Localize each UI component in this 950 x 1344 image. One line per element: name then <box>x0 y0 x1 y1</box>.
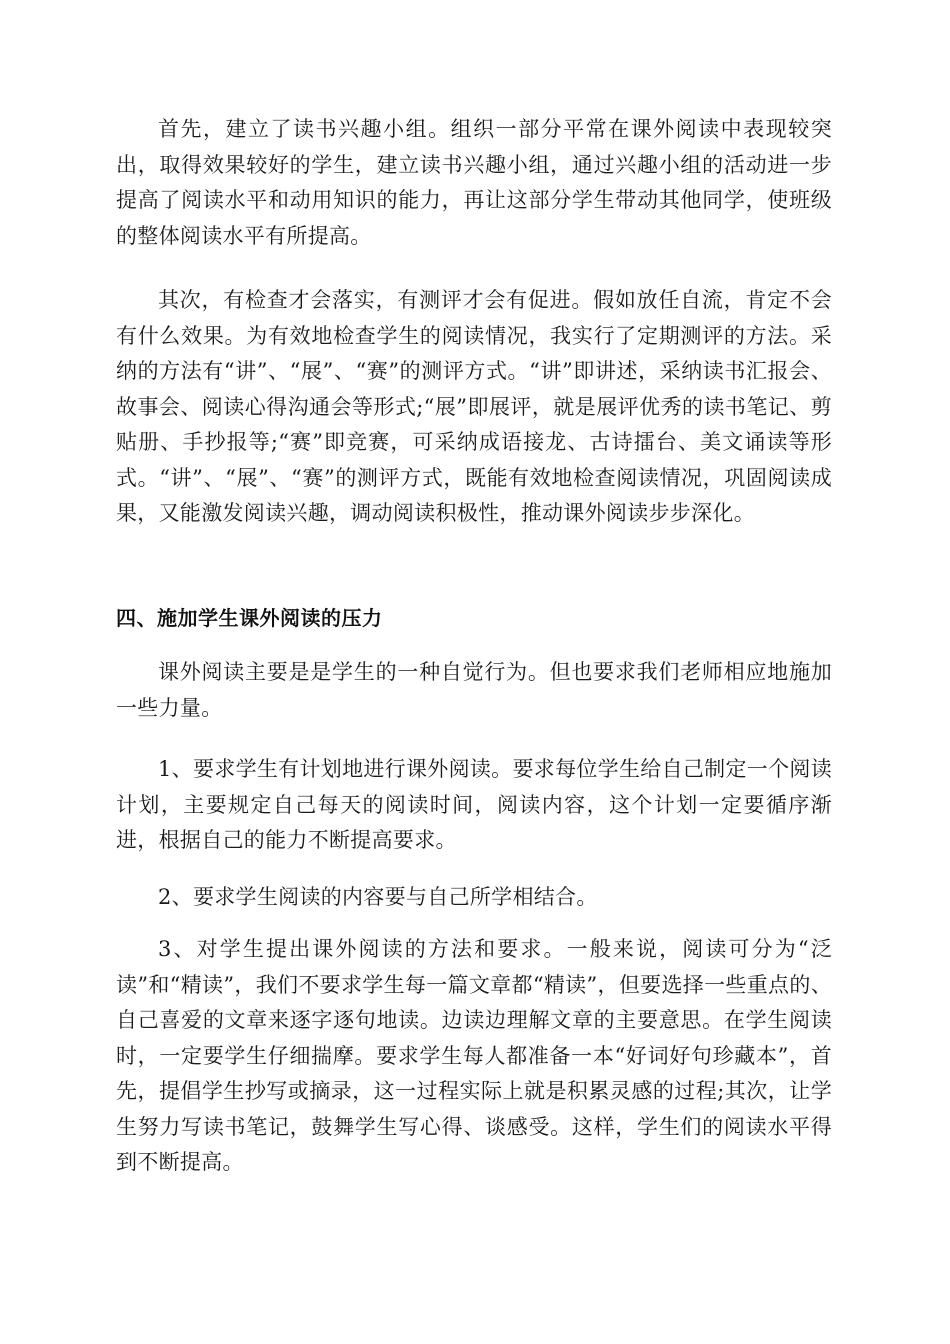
paragraph-item-3-methods: 3、对学生提出课外阅读的方法和要求。一般来说，阅读可分为“泛读”和“精读”，我们不要求学生每一篇文章都“精读”，但要选择一些重点的、自己喜爱的文章来逐字逐句地读。边读边理解文章的主要意思。在学生阅读时，一定要学生仔细揣摩。要求学生每人都准备一本“好词好句珍藏本”，首先，提倡学生抄写或摘录，这一过程实际上就是积累灵感的过程;其次，让学生努力写读书笔记，鼓舞学生写心得、谈感受。这样，学生们的阅读水平得到不断提高。 <box>116 937 832 1174</box>
paragraph-item-2-combine-content: 2、要求学生阅读的内容要与自己所学相结合。 <box>158 885 598 909</box>
section-heading-four: 四、施加学生课外阅读的压力 <box>116 606 383 630</box>
paragraph-checking-and-evaluation: 其次，有检查才会落实，有测评才会有促进。假如放任自流，肯定不会有什么效果。为有效地检查学生的阅读情况，我实行了定期测评的方法。采纳的方法有“讲”、“展”、“赛”的测评方式。“讲”即讲述，采纳读书汇报会、故事会、阅读心得沟通会等形式;“展”即展评，就是展评优秀的读书笔记、剪贴册、手抄报等;“赛”即竞赛，可采纳成语接龙、古诗擂台、美文诵读等形式。“讲”、“展”、“赛”的测评方式，既能有效地检查阅读情况，巩固阅读成果，又能激发阅读兴趣，调动阅读积极性，推动课外阅读步步深化。 <box>116 288 832 525</box>
paragraph-self-conscious-behavior: 课外阅读主要是是学生的一种自觉行为。但也要求我们老师相应地施加一些力量。 <box>116 660 832 720</box>
paragraph-reading-interest-group: 首先，建立了读书兴趣小组。组织一部分平常在课外阅读中表现较突出，取得效果较好的学生，建立读书兴趣小组，通过兴趣小组的活动进一步提高了阅读水平和动用知识的能力，再让这部分学生带动其他同学，使班级的整体阅读水平有所提高。 <box>116 117 832 248</box>
paragraph-item-1-reading-plan: 1、要求学生有计划地进行课外阅读。要求每位学生给自己制定一个阅读计划，主要规定自己每天的阅读时间，阅读内容，这个计划一定要循序渐进，根据自己的能力不断提高要求。 <box>116 757 832 852</box>
